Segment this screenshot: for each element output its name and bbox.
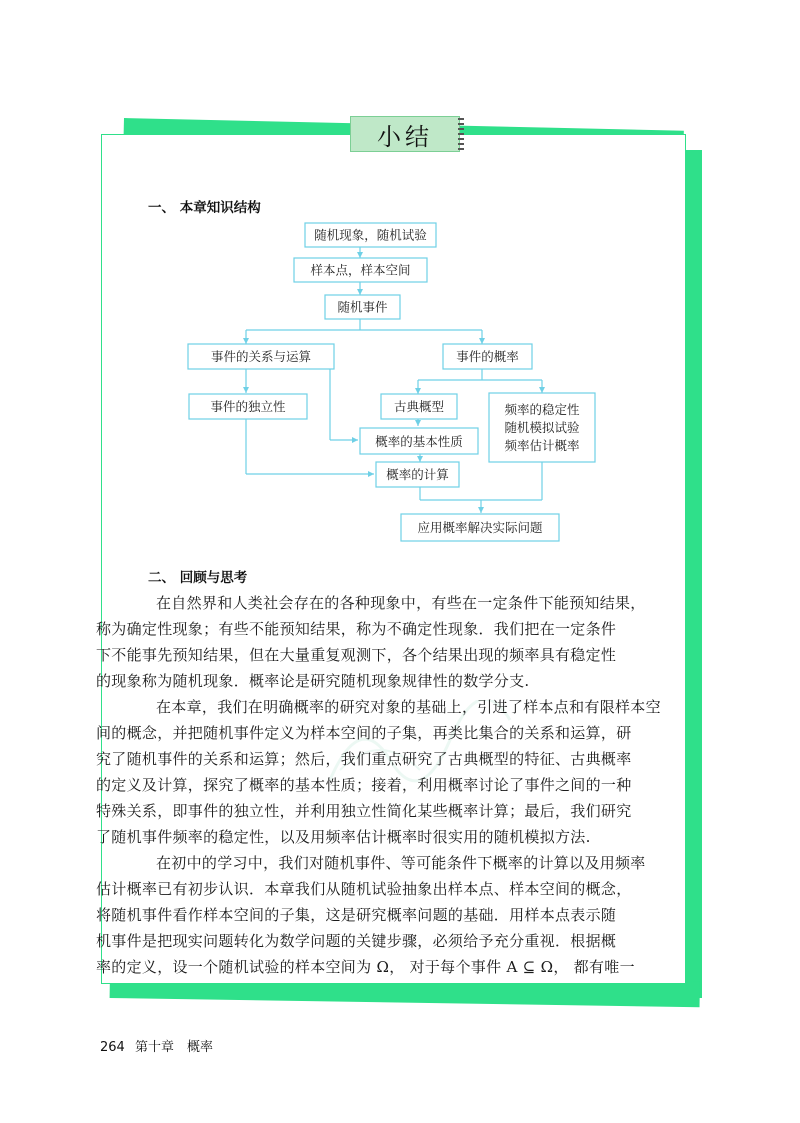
node-random-phenomenon [305,223,436,247]
text-line: 估计概率已有初步认识．本章我们从随机试验抽象出样本点、样本空间的概念， [96,880,632,898]
node-event-relations [188,344,334,369]
node-random-phenomenon-label: 随机现象，随机试验 [314,227,427,243]
paragraph-2 [96,694,666,850]
node-event-probability [443,344,532,369]
text-line: 下不能事先预知结果，但在大量重复观测下，各个结果出现的频率具有稳定性 [96,646,617,664]
node-frequency-estimate-label: 频率估计概率 [504,438,580,453]
node-probability-properties-label: 概率的基本性质 [375,434,463,449]
node-frequency-stability [489,393,595,462]
node-event-probability-label: 事件的概率 [456,349,519,364]
section2-heading: 二、 回顾与思考 [148,570,248,586]
node-probability-calculation-label: 概率的计算 [386,467,449,482]
reflection-body [96,590,666,980]
text-line: 将随机事件看作样本空间的子集，这是研究概率问题的基础．用样本点表示随 [96,906,617,924]
node-frequency-stability-label: 频率的稳定性 [504,402,580,417]
node-probability-properties [360,428,478,454]
text-line: 称为确定性现象；有些不能预知结果，称为不确定性现象．我们把在一定条件 [96,620,617,638]
knowledge-structure-diagram [0,0,800,560]
text-line: 在初中的学习中，我们对随机事件、等可能条件下概率的计算以及用频率 [156,854,646,872]
text-line: 间的概念，并把随机事件定义为样本空间的子集，再类比集合的关系和运算，研 [96,724,632,742]
page-number: 264 [100,1040,125,1055]
text-line: 的现象称为随机现象．概率论是研究随机现象规律性的数学分支. [96,672,530,690]
node-random-event [325,295,400,319]
node-probability-calculation [376,462,459,487]
node-random-simulation-label: 随机模拟试验 [504,420,580,435]
paragraph-1 [96,590,666,694]
node-apply-probability [401,514,559,541]
node-sample-space [294,258,427,282]
page-title: 小结 [377,122,433,151]
text-line: 究了随机事件的关系和运算；然后，我们重点研究了古典概型的特征、古典概率 [96,750,632,768]
node-event-independence [189,394,307,419]
text-line: 在本章，我们在明确概率的研究对象的基础上，引进了样本点和有限样本空 [156,698,661,716]
node-apply-probability-label: 应用概率解决实际问题 [417,520,543,535]
node-classical-model-label: 古典概型 [393,399,445,414]
text-line: 在自然界和人类社会存在的各种现象中，有些在一定条件下能预知结果， [156,594,646,612]
text-line: 特殊关系，即事件的独立性，并利用独立性简化某些概率计算；最后，我们研究 [96,802,632,820]
paragraph-3 [96,850,666,980]
text-line: 机事件是把现实问题转化为数学问题的关键步骤，必须给予充分重视．根据概 [96,932,617,950]
chapter-label: 第十章 概率 [134,1040,213,1055]
text-line: 了随机事件频率的稳定性，以及用频率估计概率时很实用的随机模拟方法. [96,828,591,846]
node-classical-model [381,394,457,419]
node-event-independence-label: 事件的独立性 [210,399,286,414]
section1-heading: 一、 本章知识结构 [148,200,261,216]
node-event-relations-label: 事件的关系与运算 [210,349,312,364]
node-sample-space-label: 样本点，样本空间 [310,262,411,278]
page-footer [100,1036,213,1055]
text-line: 的定义及计算，探究了概率的基本性质；接着，利用概率讨论了事件之间的一种 [96,776,632,794]
text-line: 率的定义，设一个随机试验的样本空间为 Ω， 对于每个事件 A ⊆ Ω， 都有唯一 [96,958,635,976]
node-random-event-label: 随机事件 [337,299,388,315]
